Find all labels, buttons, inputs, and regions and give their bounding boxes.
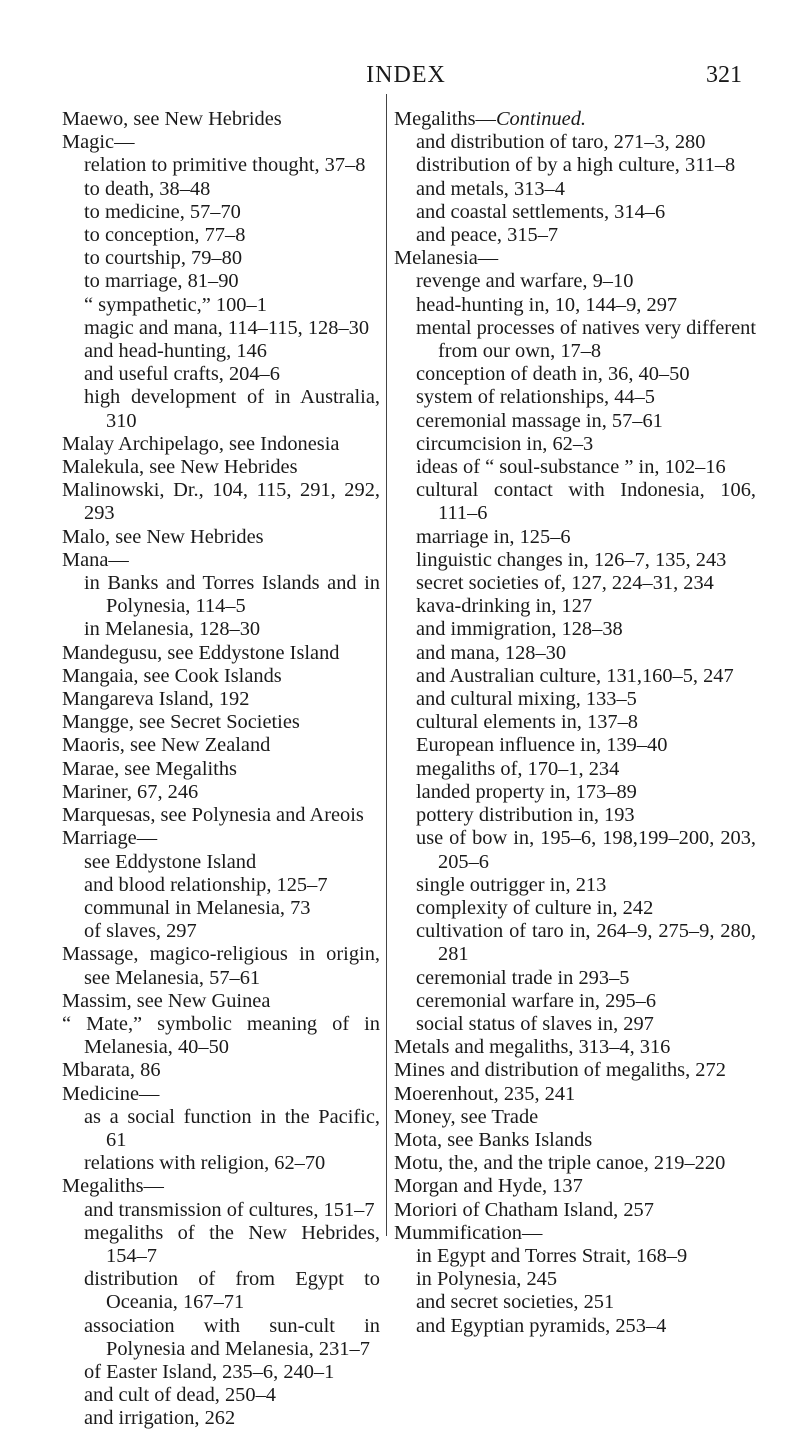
index-subentry [394,294,756,317]
entry-text: head-hunting in, 10, 144–9, 297 [416,293,678,316]
index-subentry [62,897,380,920]
index-heading [62,827,380,850]
index-subentry [62,317,380,340]
index-heading [62,549,380,572]
entry-text: kava-drinking in, 127 [416,595,593,618]
entry-text: to death, 38–48 [84,177,211,200]
index-subentry [394,711,756,734]
index-subentry [62,1268,380,1314]
entry-text: conception of death in, 36, 40–50 [416,363,690,386]
entry-text: Metals and megaliths, 313–4, 316 [394,1036,671,1059]
entry-text: Moerenhout, 235, 241 [394,1082,576,1105]
index-heading [62,711,380,734]
index-subentry [394,920,756,966]
entry-text: Malay Archipelago, see Indonesia [62,432,340,455]
index-heading [394,108,756,131]
index-heading [394,1059,756,1082]
entry-text: linguistic changes in, 126–7, 135, 243 [416,548,727,571]
index-subentry [394,178,756,201]
entry-text: Magic— [62,131,135,154]
entry-text: Mandegusu, see Eddystone Island [62,641,340,664]
index-subentry [394,618,756,641]
index-subentry [62,1222,380,1268]
index-subentry [394,131,756,154]
column-divider [386,94,387,1236]
index-subentry [394,665,756,688]
entry-text: ceremonial trade in 293–5 [416,966,630,989]
entry-text: high development of in Australia, 310 [84,386,380,432]
entry-text: Medicine— [62,1082,160,1105]
index-subentry [394,1268,756,1291]
index-subentry [394,990,756,1013]
index-heading [394,1152,756,1175]
entry-text: Mangareva Island, 192 [62,688,250,711]
entry-text: European influence in, 139–40 [416,734,668,757]
entry-text: pottery distribution in, 193 [416,804,635,827]
entry-text: Maewo, see New Hebrides [62,108,282,130]
entry-text: Malekula, see New Hebrides [62,456,298,479]
entry-text: Maoris, see New Zealand [62,734,271,757]
index-subentry [62,1361,380,1384]
index-subentry [62,340,380,363]
entry-text: and Australian culture, 131,160–5, 247 [416,664,734,687]
index-subentry [394,874,756,897]
entry-text: see Eddystone Island [84,850,257,873]
index-subentry [394,479,756,525]
entry-text: in Egypt and Torres Strait, 168–9 [416,1244,688,1267]
index-heading [394,1036,756,1059]
entry-text: Malinowski, Dr., 104, 115, 291, 292, 293 [62,479,380,525]
entry-text: as a social function in the Pacific, 61 [84,1105,380,1151]
entry-text: Marriage— [62,827,158,850]
entry-text: distribution of from Egypt to Oceania, 167–71 [84,1268,380,1314]
entry-text: revenge and warfare, 9–10 [416,270,634,293]
entry-text: in Polynesia, 245 [416,1268,558,1291]
index-heading [62,479,380,525]
index-subentry [62,224,380,247]
index-heading [394,1175,756,1198]
entry-text: and irrigation, 262 [84,1407,236,1430]
entry-text: social status of slaves in, 297 [416,1012,654,1035]
index-subentry [62,247,380,270]
index-subentry [62,874,380,897]
page-number: 321 [706,62,742,88]
entry-text: Marae, see Megaliths [62,757,237,780]
entry-text: magic and mana, 114–115, 128–30 [84,316,370,339]
index-subentry [394,758,756,781]
index-heading [394,1106,756,1129]
index-subentry [394,572,756,595]
entry-text: Marquesas, see Polynesia and Areois [62,804,364,827]
index-subentry [62,572,380,618]
index-subentry [62,1407,380,1430]
index-heading [62,758,380,781]
index-subentry [394,1245,756,1268]
index-heading [62,131,380,154]
entry-text: to conception, 77–8 [84,224,246,247]
index-subentry [394,827,756,873]
index-heading [62,1059,380,1082]
index-subentry [394,1013,756,1036]
index-column-left [62,108,380,1431]
entry-text: and cultural mixing, 133–5 [416,688,637,711]
entry-text: of slaves, 297 [84,920,197,943]
index-subentry [62,1384,380,1407]
page-header [62,62,750,92]
index-subentry [62,201,380,224]
entry-text: and metals, 313–4 [416,177,565,200]
entry-text: Mangaia, see Cook Islands [62,664,282,687]
entry-text: Melanesia— [394,247,499,270]
index-subentry [394,1315,756,1338]
entry-text: complexity of culture in, 242 [416,896,654,919]
index-subentry [394,456,756,479]
index-heading [62,1013,380,1059]
index-subentry [394,595,756,618]
entry-text: and transmission of cultures, 151–7 [84,1198,375,1221]
entry-text: and blood relationship, 125–7 [84,873,328,896]
entry-text: ceremonial massage in, 57–61 [416,409,663,432]
running-title: INDEX [366,62,446,88]
entry-text: circumcision in, 62–3 [416,432,594,455]
entry-text: cultivation of taro in, 264–9, 275–9, 280, 281 [416,920,756,966]
entry-text: in Banks and Torres Islands and in Polynesia, 114–5 [84,572,380,618]
index-subentry [62,1106,380,1152]
entry-text: and distribution of taro, 271–3, 280 [416,131,706,154]
entry-text: and secret societies, 251 [416,1291,615,1314]
entry-text: in Melanesia, 128–30 [84,618,261,641]
index-heading [394,247,756,270]
entry-text: and useful crafts, 204–6 [84,363,280,386]
entry-text: distribution of by a high culture, 311–8 [416,154,736,177]
index-subentry [62,618,380,641]
entry-text: relation to primitive thought, 37–8 [84,154,366,177]
entry-text: “ sympathetic,” 100–1 [84,293,267,316]
index-subentry [394,781,756,804]
index-heading [62,642,380,665]
entry-text: Malo, see New Hebrides [62,525,264,548]
entry-text: Motu, the, and the triple canoe, 219–220 [394,1152,726,1175]
entry-text: Mangge, see Secret Societies [62,711,300,734]
index-heading [394,1199,756,1222]
index-heading [62,526,380,549]
index-heading [62,804,380,827]
entry-text: single outrigger in, 213 [416,873,607,896]
index-subentry [62,294,380,317]
index-heading [394,1129,756,1152]
entry-text: Mota, see Banks Islands [394,1128,593,1151]
entry-text: to medicine, 57–70 [84,200,241,223]
entry-text: secret societies of, 127, 224–31, 234 [416,572,714,595]
index-subentry [62,920,380,943]
index-subentry [62,851,380,874]
entry-text: Mines and distribution of megaliths, 272 [394,1059,726,1082]
entry-text: and cult of dead, 250–4 [84,1384,276,1407]
index-subentry [394,1291,756,1314]
index-subentry [394,967,756,990]
index-subentry [394,526,756,549]
entry-text: megaliths of the New Hebrides, 154–7 [84,1221,380,1267]
entry-text: landed property in, 173–89 [416,780,637,803]
index-heading [394,1083,756,1106]
entry-text: ideas of “ soul-substance ” in, 102–16 [416,456,726,479]
entry-text: Massage, magico-religious in origin, see Melanesia, 57–61 [62,943,380,989]
entry-text: cultural elements in, 137–8 [416,711,638,734]
index-subentry [394,642,756,665]
index-subentry [394,410,756,433]
entry-text: communal in Melanesia, 73 [84,896,311,919]
entry-text: Mana— [62,548,129,571]
index-heading [62,456,380,479]
index-subentry [62,178,380,201]
entry-text: cultural contact with Indonesia, 106, 111–6 [416,479,756,525]
entry-text: Massim, see New Guinea [62,989,271,1012]
index-heading [62,990,380,1013]
index-subentry [62,1199,380,1222]
index-heading [62,781,380,804]
entry-text: Moriori of Chatham Island, 257 [394,1198,654,1221]
entry-text: system of relationships, 44–5 [416,386,656,409]
entry-text: relations with religion, 62–70 [84,1152,326,1175]
index-subentry [394,433,756,456]
entry-text: Mummification— [394,1221,543,1244]
index-subentry [394,804,756,827]
index-heading [62,1175,380,1198]
index-subentry [62,363,380,386]
index-subentry [394,897,756,920]
entry-text: of Easter Island, 235–6, 240–1 [84,1360,335,1383]
index-subentry [394,270,756,293]
entry-text: use of bow in, 195–6, 198,199–200, 203, 205–6 [416,827,756,873]
entry-text: mental processes of natives very different from our own, 17–8 [416,316,756,363]
index-subentry [394,317,756,363]
entry-text: and peace, 315–7 [416,224,559,247]
index-column-right [394,108,756,1338]
entry-text: “ Mate,” symbolic meaning of in Melanesia, 40–50 [62,1012,380,1059]
index-subentry [394,386,756,409]
entry-text: and Egyptian pyramids, 253–4 [416,1314,667,1337]
entry-text: and immigration, 128–38 [416,618,623,641]
index-heading [62,943,380,989]
index-subentry [394,549,756,572]
index-subentry [62,1315,380,1361]
index-heading [62,108,380,131]
index-heading [62,665,380,688]
index-subentry [62,386,380,432]
entry-text: Morgan and Hyde, 137 [394,1175,583,1198]
index-heading [62,688,380,711]
index-heading [394,1222,756,1245]
entry-text: to courtship, 79–80 [84,247,243,270]
entry-text: marriage in, 125–6 [416,525,571,548]
index-subentry [62,154,380,177]
index-heading [62,433,380,456]
index-subentry [62,1152,380,1175]
entry-text: megaliths of, 170–1, 234 [416,757,620,780]
entry-text: Megaliths— [394,108,496,130]
index-subentry [394,734,756,757]
index-subentry [394,154,756,177]
continued-label: Continued. [495,108,587,130]
index-subentry [394,201,756,224]
entry-text: association with sun-cult in Polynesia and Melanesia, 231–7 [84,1314,380,1360]
entry-text: and mana, 128–30 [416,641,567,664]
entry-text: Money, see Trade [394,1105,539,1128]
entry-text: and head-hunting, 146 [84,340,267,363]
index-subentry [394,224,756,247]
index-heading [62,1083,380,1106]
index-subentry [394,688,756,711]
entry-text: ceremonial warfare in, 295–6 [416,989,657,1012]
index-heading [62,734,380,757]
entry-text: Mariner, 67, 246 [62,780,199,803]
index-subentry [394,363,756,386]
entry-text: Mbarata, 86 [62,1059,161,1082]
entry-text: Megaliths— [62,1175,164,1198]
entry-text: and coastal settlements, 314–6 [416,200,666,223]
entry-text: to marriage, 81–90 [84,270,239,293]
index-subentry [62,270,380,293]
